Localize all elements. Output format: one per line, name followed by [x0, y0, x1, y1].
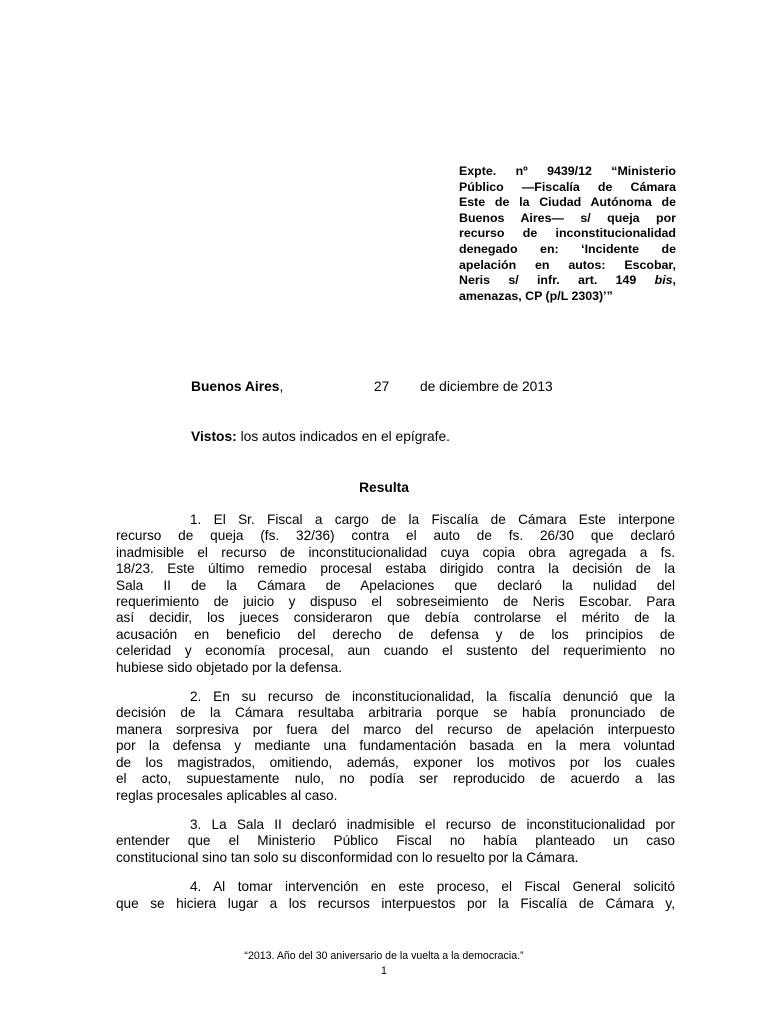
caption-line-text: Neris s/ infr. art. 149: [459, 273, 637, 288]
text-line: que se hiciera lugar a los recursos interpuestos por la Fiscalía de Cámara y,: [116, 895, 675, 911]
text-line: de los magistrados, omitiendo, además, exponer los motivos por los cuales: [116, 754, 675, 770]
caption-line: Público —Fiscalía de Cámara: [459, 179, 676, 194]
caption-line: amenazas, CP (p/L 2303)’”: [459, 288, 613, 303]
caption-punct: ,: [672, 273, 676, 288]
vistos-text: los autos indicados en el epígrafe.: [236, 429, 450, 444]
caption-line: Este de la Ciudad Autónoma de: [459, 195, 676, 210]
caption-line: Expte. nº 9439/12 “Ministerio: [459, 164, 676, 178]
text-line: 18/23. Este último remedio procesal estaba dirigido contra la decisión de la: [116, 561, 675, 577]
paragraph-3: [116, 817, 675, 866]
dateline-month-year: de diciembre de 2013: [420, 379, 553, 394]
section-heading: Resulta: [359, 480, 409, 495]
dateline-day: 27: [374, 379, 390, 394]
text-line: hubiese sido objetado por la defensa.: [116, 659, 342, 675]
dateline-comma: ,: [279, 379, 284, 394]
footer-motto: “2013. Año del 30 aniversario de la vuelta a la democracia.”: [244, 950, 524, 962]
dateline: [191, 378, 553, 395]
text-line: constitucional sino tan solo su disconformidad con lo resuelto por la Cámara.: [116, 849, 579, 865]
document-body: [116, 512, 675, 925]
text-line: Sala II de la Cámara de Apelaciones que declaró la nulidad del: [116, 577, 675, 593]
page-number: 1: [381, 965, 387, 977]
caption-italic-word: bis: [654, 273, 673, 288]
text-line: 1. El Sr. Fiscal a cargo de la Fiscalía de Cámara Este interpone: [190, 512, 675, 527]
text-line: entender que el Ministerio Público Fiscal no había planteado un caso: [116, 833, 675, 849]
text-line: acusación en beneficio del derecho de defensa y de los principios de: [116, 626, 675, 642]
text-line: inadmisible el recurso de inconstitucionalidad cuya copia obra agregada a fs.: [116, 544, 675, 560]
caption-line: Buenos Aires— s/ queja por: [459, 210, 676, 225]
text-line: celeridad y economía procesal, aun cuando el sustento del requerimiento no: [116, 643, 675, 659]
paragraph-2: [116, 689, 675, 804]
caption-line-with-italic: [459, 273, 676, 289]
text-line: así decidir, los jueces consideraron que debía controlarse el mérito de la: [116, 610, 675, 626]
vistos-label: Vistos:: [191, 429, 237, 444]
text-line: 4. Al tomar intervención en este proceso, el Fiscal General solicitó: [190, 879, 675, 895]
vistos-line: [191, 428, 450, 445]
paragraph-4: [116, 879, 675, 912]
dateline-city: Buenos Aires: [191, 379, 280, 394]
case-caption: [459, 164, 676, 304]
text-line: requerimiento de juicio y dispuso el sobreseimiento de Neris Escobar. Para: [116, 594, 675, 610]
text-line: reglas procesales aplicables al caso.: [116, 787, 338, 803]
text-line: recurso de queja (fs. 32/36) contra el auto de fs. 26/30 que declaró: [116, 528, 675, 544]
text-line: 3. La Sala II declaró inadmisible el recurso de inconstitucionalidad por: [190, 816, 675, 832]
caption-line: recurso de inconstitucionalidad: [459, 226, 676, 241]
text-line: manera sorpresiva por fuera del marco del recurso de apelación interpuesto: [116, 721, 675, 737]
caption-line: apelación en autos: Escobar,: [459, 257, 676, 272]
caption-line: denegado en: ‘Incidente de: [459, 241, 676, 256]
text-line: el acto, supuestamente nulo, no podía ser reproducido de acuerdo a las: [116, 771, 675, 787]
text-line: 2. En su recurso de inconstitucionalidad, la fiscalía denunció que la: [190, 689, 675, 705]
paragraph-1: [116, 512, 675, 676]
text-line: decisión de la Cámara resultaba arbitraria porque se había pronunciado de: [116, 705, 675, 721]
text-line: por la defensa y mediante una fundamentación basada en la mera voluntad: [116, 738, 675, 754]
